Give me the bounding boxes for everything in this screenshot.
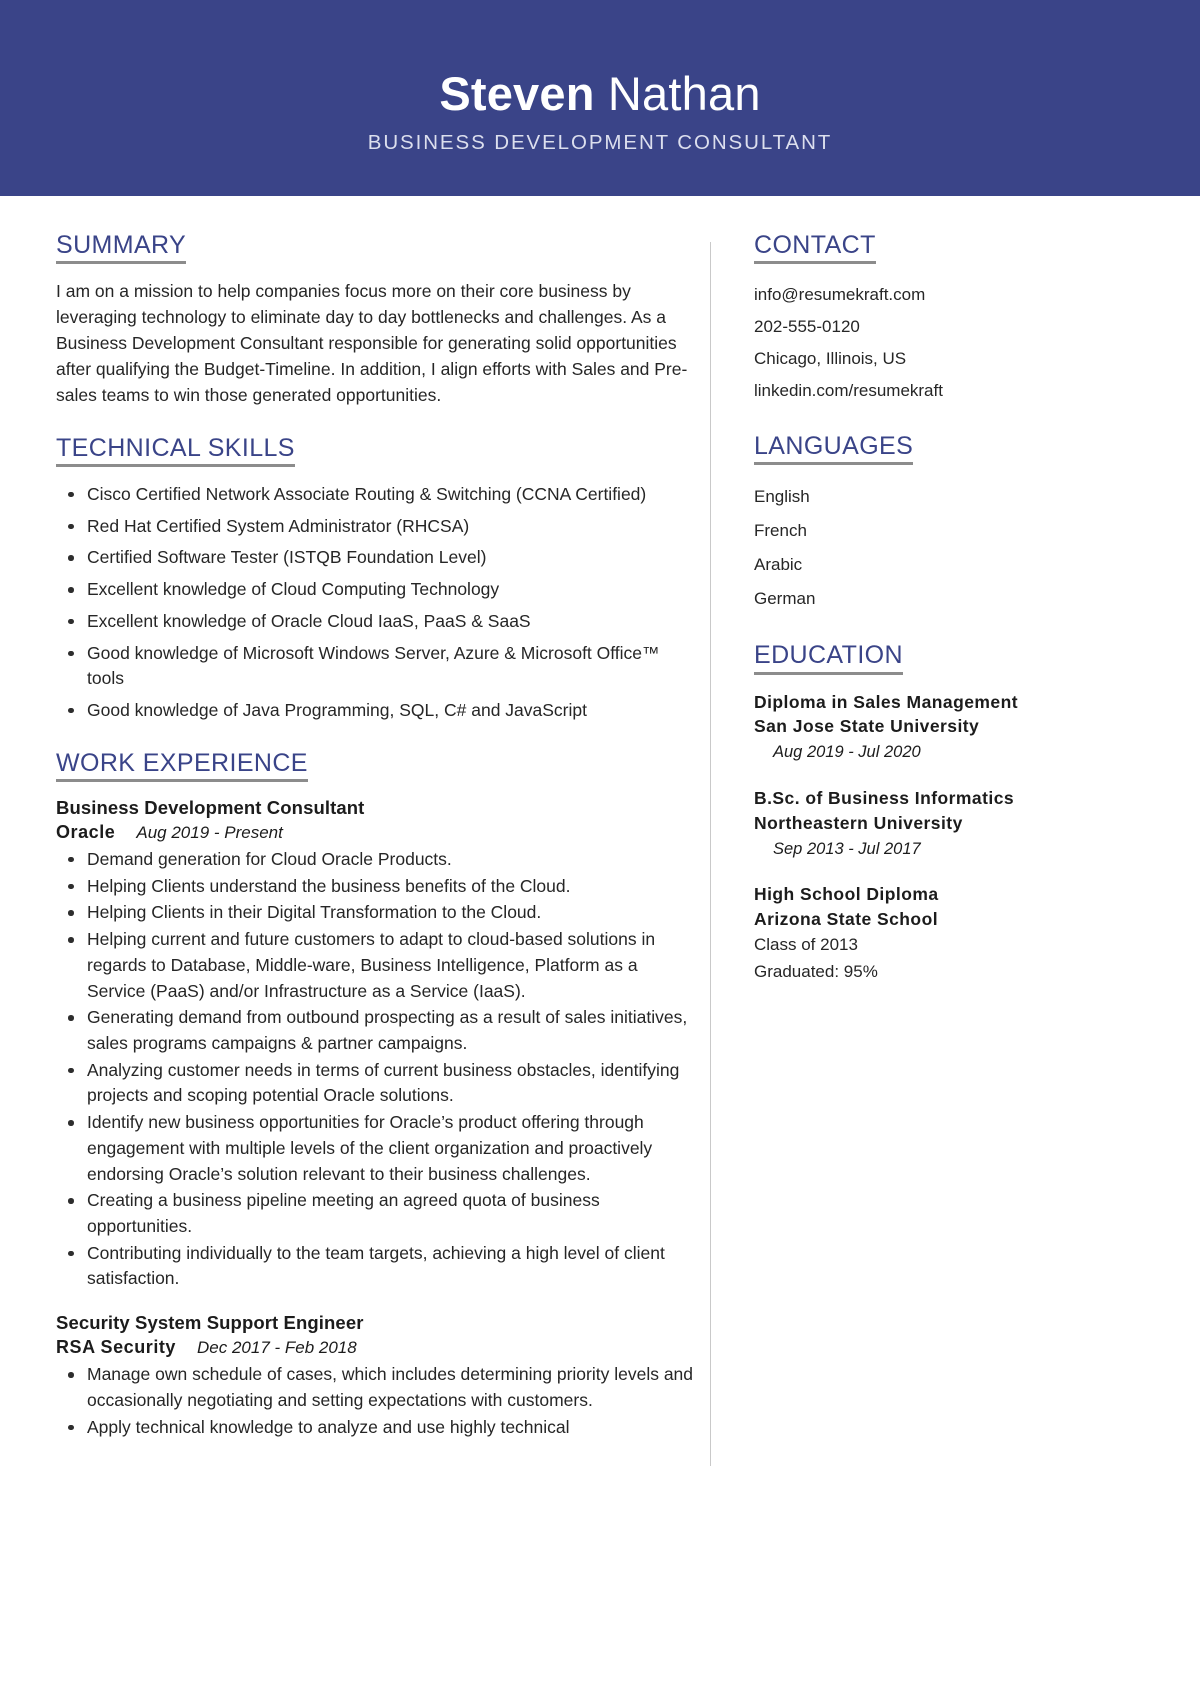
list-item: Excellent knowledge of Oracle Cloud IaaS, PaaS & SaaS bbox=[56, 609, 698, 635]
work-experience-item bbox=[56, 797, 698, 1292]
education-school: San Jose State University bbox=[754, 716, 980, 737]
summary-heading: SUMMARY bbox=[56, 232, 186, 264]
main-column bbox=[0, 232, 710, 1466]
resume-header bbox=[0, 0, 1200, 196]
list-item: Certified Software Tester (ISTQB Foundation Level) bbox=[56, 545, 698, 571]
list-item: Helping current and future customers to adapt to cloud-based solutions in regards to Database, Middle-ware, Business Intelligence, Platform as a Service (PaaS) and/or Infrastructure as a Service (IaaS). bbox=[56, 927, 698, 1004]
section-summary bbox=[56, 232, 698, 409]
job-bullets bbox=[56, 1362, 698, 1440]
job-company: RSA Security bbox=[56, 1337, 176, 1358]
job-company-line bbox=[56, 1337, 698, 1358]
education-note: Graduated: 95% bbox=[754, 961, 878, 981]
job-dates: Dec 2017 - Feb 2018 bbox=[197, 1338, 357, 1358]
list-item: Helping Clients understand the business benefits of the Cloud. bbox=[56, 874, 698, 900]
job-role: Business Development Consultant bbox=[56, 796, 365, 818]
list-item: Red Hat Certified System Administrator (RHCSA) bbox=[56, 514, 698, 540]
section-technical-skills bbox=[56, 435, 698, 724]
job-company-line bbox=[56, 822, 698, 843]
job-dates: Aug 2019 - Present bbox=[136, 822, 283, 842]
work-experience-item bbox=[56, 1312, 698, 1440]
list-item: Analyzing customer needs in terms of current business obstacles, identifying projects and scoping potential Oracle solutions. bbox=[56, 1058, 698, 1109]
candidate-last-name: Nathan bbox=[607, 66, 761, 120]
education-degree: High School Diploma bbox=[754, 884, 939, 905]
education-dates: Sep 2013 - Jul 2017 bbox=[773, 839, 921, 858]
education-heading: EDUCATION bbox=[754, 642, 903, 674]
education-dates: Aug 2019 - Jul 2020 bbox=[773, 743, 921, 762]
list-item: Cisco Certified Network Associate Routing & Switching (CCNA Certified) bbox=[56, 482, 698, 508]
list-item: Contributing individually to the team targets, achieving a high level of client satisfaction. bbox=[56, 1241, 698, 1292]
candidate-name bbox=[439, 66, 761, 120]
sidebar-column bbox=[711, 232, 1200, 1466]
contact-linkedin[interactable]: linkedin.com/resumekraft bbox=[754, 381, 943, 401]
contact-heading: CONTACT bbox=[754, 232, 876, 264]
education-item bbox=[754, 690, 1180, 765]
language-item: Arabic bbox=[754, 555, 803, 575]
list-item: Apply technical knowledge to analyze and use highly technical bbox=[56, 1415, 698, 1441]
contact-email[interactable]: info@resumekraft.com bbox=[754, 285, 926, 305]
technical-skills-list bbox=[56, 482, 698, 724]
contact-phone[interactable]: 202-555-0120 bbox=[754, 317, 860, 337]
list-item: Manage own schedule of cases, which includes determining priority levels and occasionally negotiating and setting expectations with customers. bbox=[56, 1362, 698, 1413]
language-item: English bbox=[754, 487, 810, 507]
job-bullets bbox=[56, 847, 698, 1292]
candidate-job-title: BUSINESS DEVELOPMENT CONSULTANT bbox=[367, 131, 833, 155]
section-education bbox=[754, 642, 1180, 985]
candidate-first-name: Steven bbox=[439, 66, 595, 120]
education-degree: B.Sc. of Business Informatics bbox=[754, 788, 1015, 808]
list-item: Creating a business pipeline meeting an agreed quota of business opportunities. bbox=[56, 1188, 698, 1239]
work-experience-heading: WORK EXPERIENCE bbox=[56, 750, 308, 782]
education-school: Northeastern University bbox=[754, 812, 963, 833]
list-item: Excellent knowledge of Cloud Computing Technology bbox=[56, 577, 698, 603]
section-languages bbox=[754, 433, 1180, 616]
language-item: German bbox=[754, 589, 816, 609]
section-contact bbox=[754, 232, 1180, 407]
education-degree: Diploma in Sales Management bbox=[754, 691, 1019, 712]
languages-heading: LANGUAGES bbox=[754, 433, 913, 465]
contact-location: Chicago, Illinois, US bbox=[754, 349, 907, 369]
education-item bbox=[754, 882, 1180, 985]
language-item: French bbox=[754, 521, 807, 541]
list-item: Generating demand from outbound prospecting as a result of sales initiatives, sales programs campaigns & partner campaigns. bbox=[56, 1005, 698, 1056]
education-item bbox=[754, 786, 1180, 861]
job-company: Oracle bbox=[56, 821, 116, 842]
list-item: Good knowledge of Java Programming, SQL, C# and JavaScript bbox=[56, 698, 698, 724]
list-item: Good knowledge of Microsoft Windows Server, Azure & Microsoft Office™ tools bbox=[56, 641, 698, 692]
technical-skills-heading: TECHNICAL SKILLS bbox=[56, 435, 295, 467]
section-work-experience bbox=[56, 750, 698, 1441]
list-item: Identify new business opportunities for Oracle’s product offering through engagement with multiple levels of the client organization and proactively endorsing Oracle’s solution relevant to their business challenges. bbox=[56, 1110, 698, 1187]
list-item: Demand generation for Cloud Oracle Products. bbox=[56, 847, 698, 873]
education-note: Class of 2013 bbox=[754, 935, 858, 955]
resume-body bbox=[0, 196, 1200, 1466]
education-school: Arizona State School bbox=[754, 909, 939, 930]
list-item: Helping Clients in their Digital Transformation to the Cloud. bbox=[56, 900, 698, 926]
summary-text: I am on a mission to help companies focus more on their core business by leveraging technology to eliminate day to day bottlenecks and challenges. As a Business Development Consultant responsible for generating solid opportunities after qualifying the Budget-Timeline. In addition, I align efforts with Sales and Pre-sales teams to win those generated opportunities. bbox=[56, 281, 688, 405]
job-role: Security System Support Engineer bbox=[56, 1312, 364, 1334]
